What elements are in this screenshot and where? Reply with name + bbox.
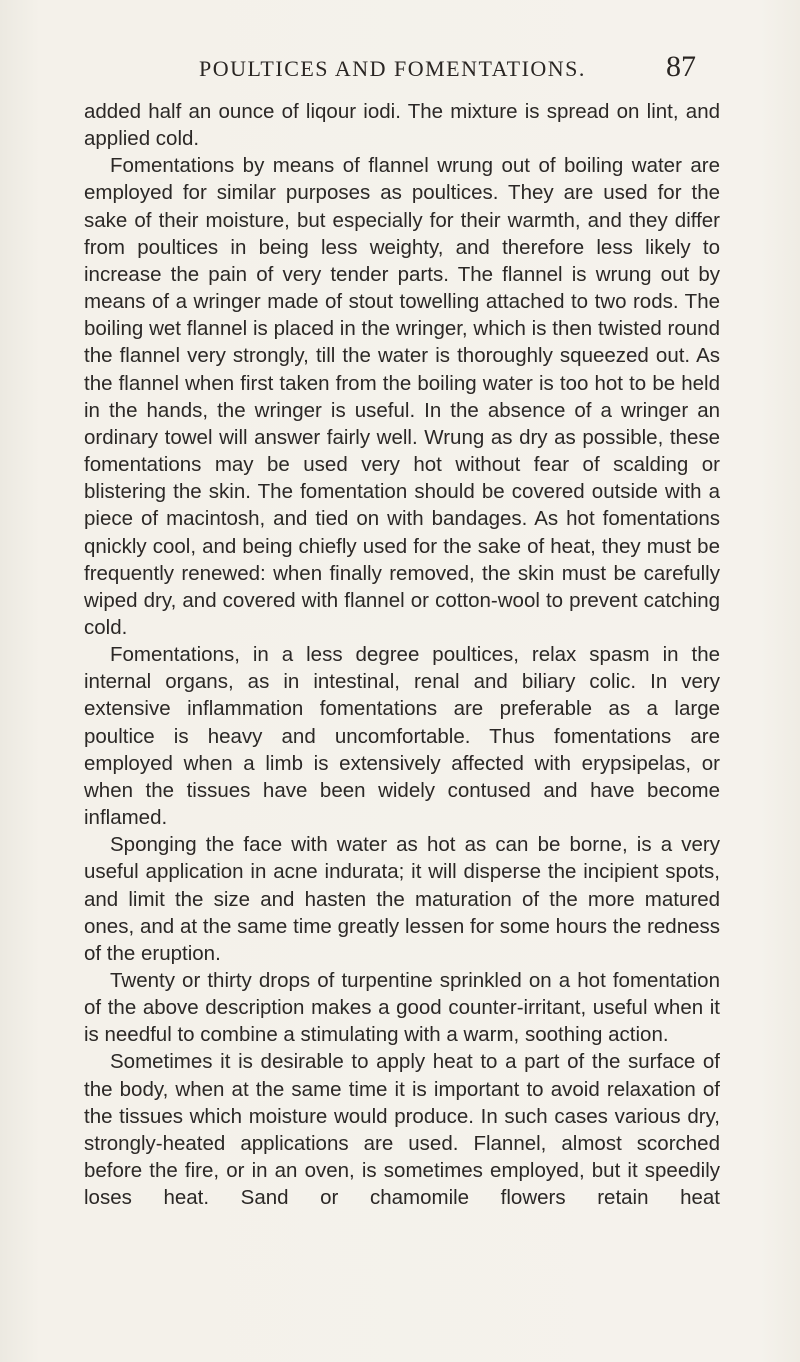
body-text (84, 98, 720, 1211)
paragraph-fomentations-flannel: Fomentations by means of flannel wrung out of boiling water are employed for similar purposes as poultices. They are used for the sake of their moisture, but especially for their warmth, and they differ from poultices in being less weighty, and therefore less likely to increase the pain of very tender parts. The flannel is wrung out by means of a wringer made of stout towelling attached to two rods. The boiling wet flannel is placed in the wringer, which is then twisted round the flannel very strongly, till the water is thoroughly squeezed out. As the flannel when first taken from the boiling water is too hot to be held in the hands, the wringer is useful. In the absence of a wringer an ordinary towel will answer fairly well. Wrung as dry as possible, these fomentations may be used very hot without fear of scalding or blistering the skin. The fomentation should be covered outside with a piece of macintosh, and tied on with bandages. As hot fomentations qnickly cool, and being chiefly used for the sake of heat, they must be frequently renewed: when finally removed, the skin must be carefully wiped dry, and covered with flannel or cotton-wool to prevent catching cold. (84, 154, 720, 639)
paragraph-turpentine: Twenty or thirty drops of turpentine sprinkled on a hot fomentation of the above description makes a good counter-irritant, useful when it is needful to combine a stimulating with a warm, soothing action. (84, 969, 720, 1047)
paragraph-fomentations-spasm: Fomentations, in a less degree poultices, relax spasm in the internal organs, as in intestinal, renal and biliary colic. In very extensive inflammation fomentations are preferable as a large poultice is heavy and uncomfortable. Thus fomentations are employed when a limb is extensively affected with erypsipelas, or when the tissues have been widely contused and have become inflamed. (84, 643, 720, 830)
page-header (0, 50, 800, 84)
paragraph-sponging: Sponging the face with water as hot as can be borne, is a very useful application in acne indurata; it will disperse the incipient spots, and limit the size and hasten the maturation of the more matured ones, and at the same time greatly lessen for some hours the redness of the eruption. (84, 833, 720, 965)
paragraph-dry-heat: Sometimes it is desirable to apply heat to a part of the surface of the body, when at the same time it is important to avoid relaxation of the tissues which moisture would produce. In such cases various dry, strongly-heated applications are used. Flannel, almost scorched before the fire, or in an oven, is sometimes employed, but it speedily loses heat. Sand or chamomile flowers retain heat (84, 1050, 720, 1210)
page-number: 87 (666, 50, 696, 83)
running-head: POULTICES AND FOMENTATIONS. (199, 56, 586, 81)
paragraph-continuation: added half an ounce of liqour iodi. The mixture is spread on lint, and applied cold. (84, 100, 720, 151)
